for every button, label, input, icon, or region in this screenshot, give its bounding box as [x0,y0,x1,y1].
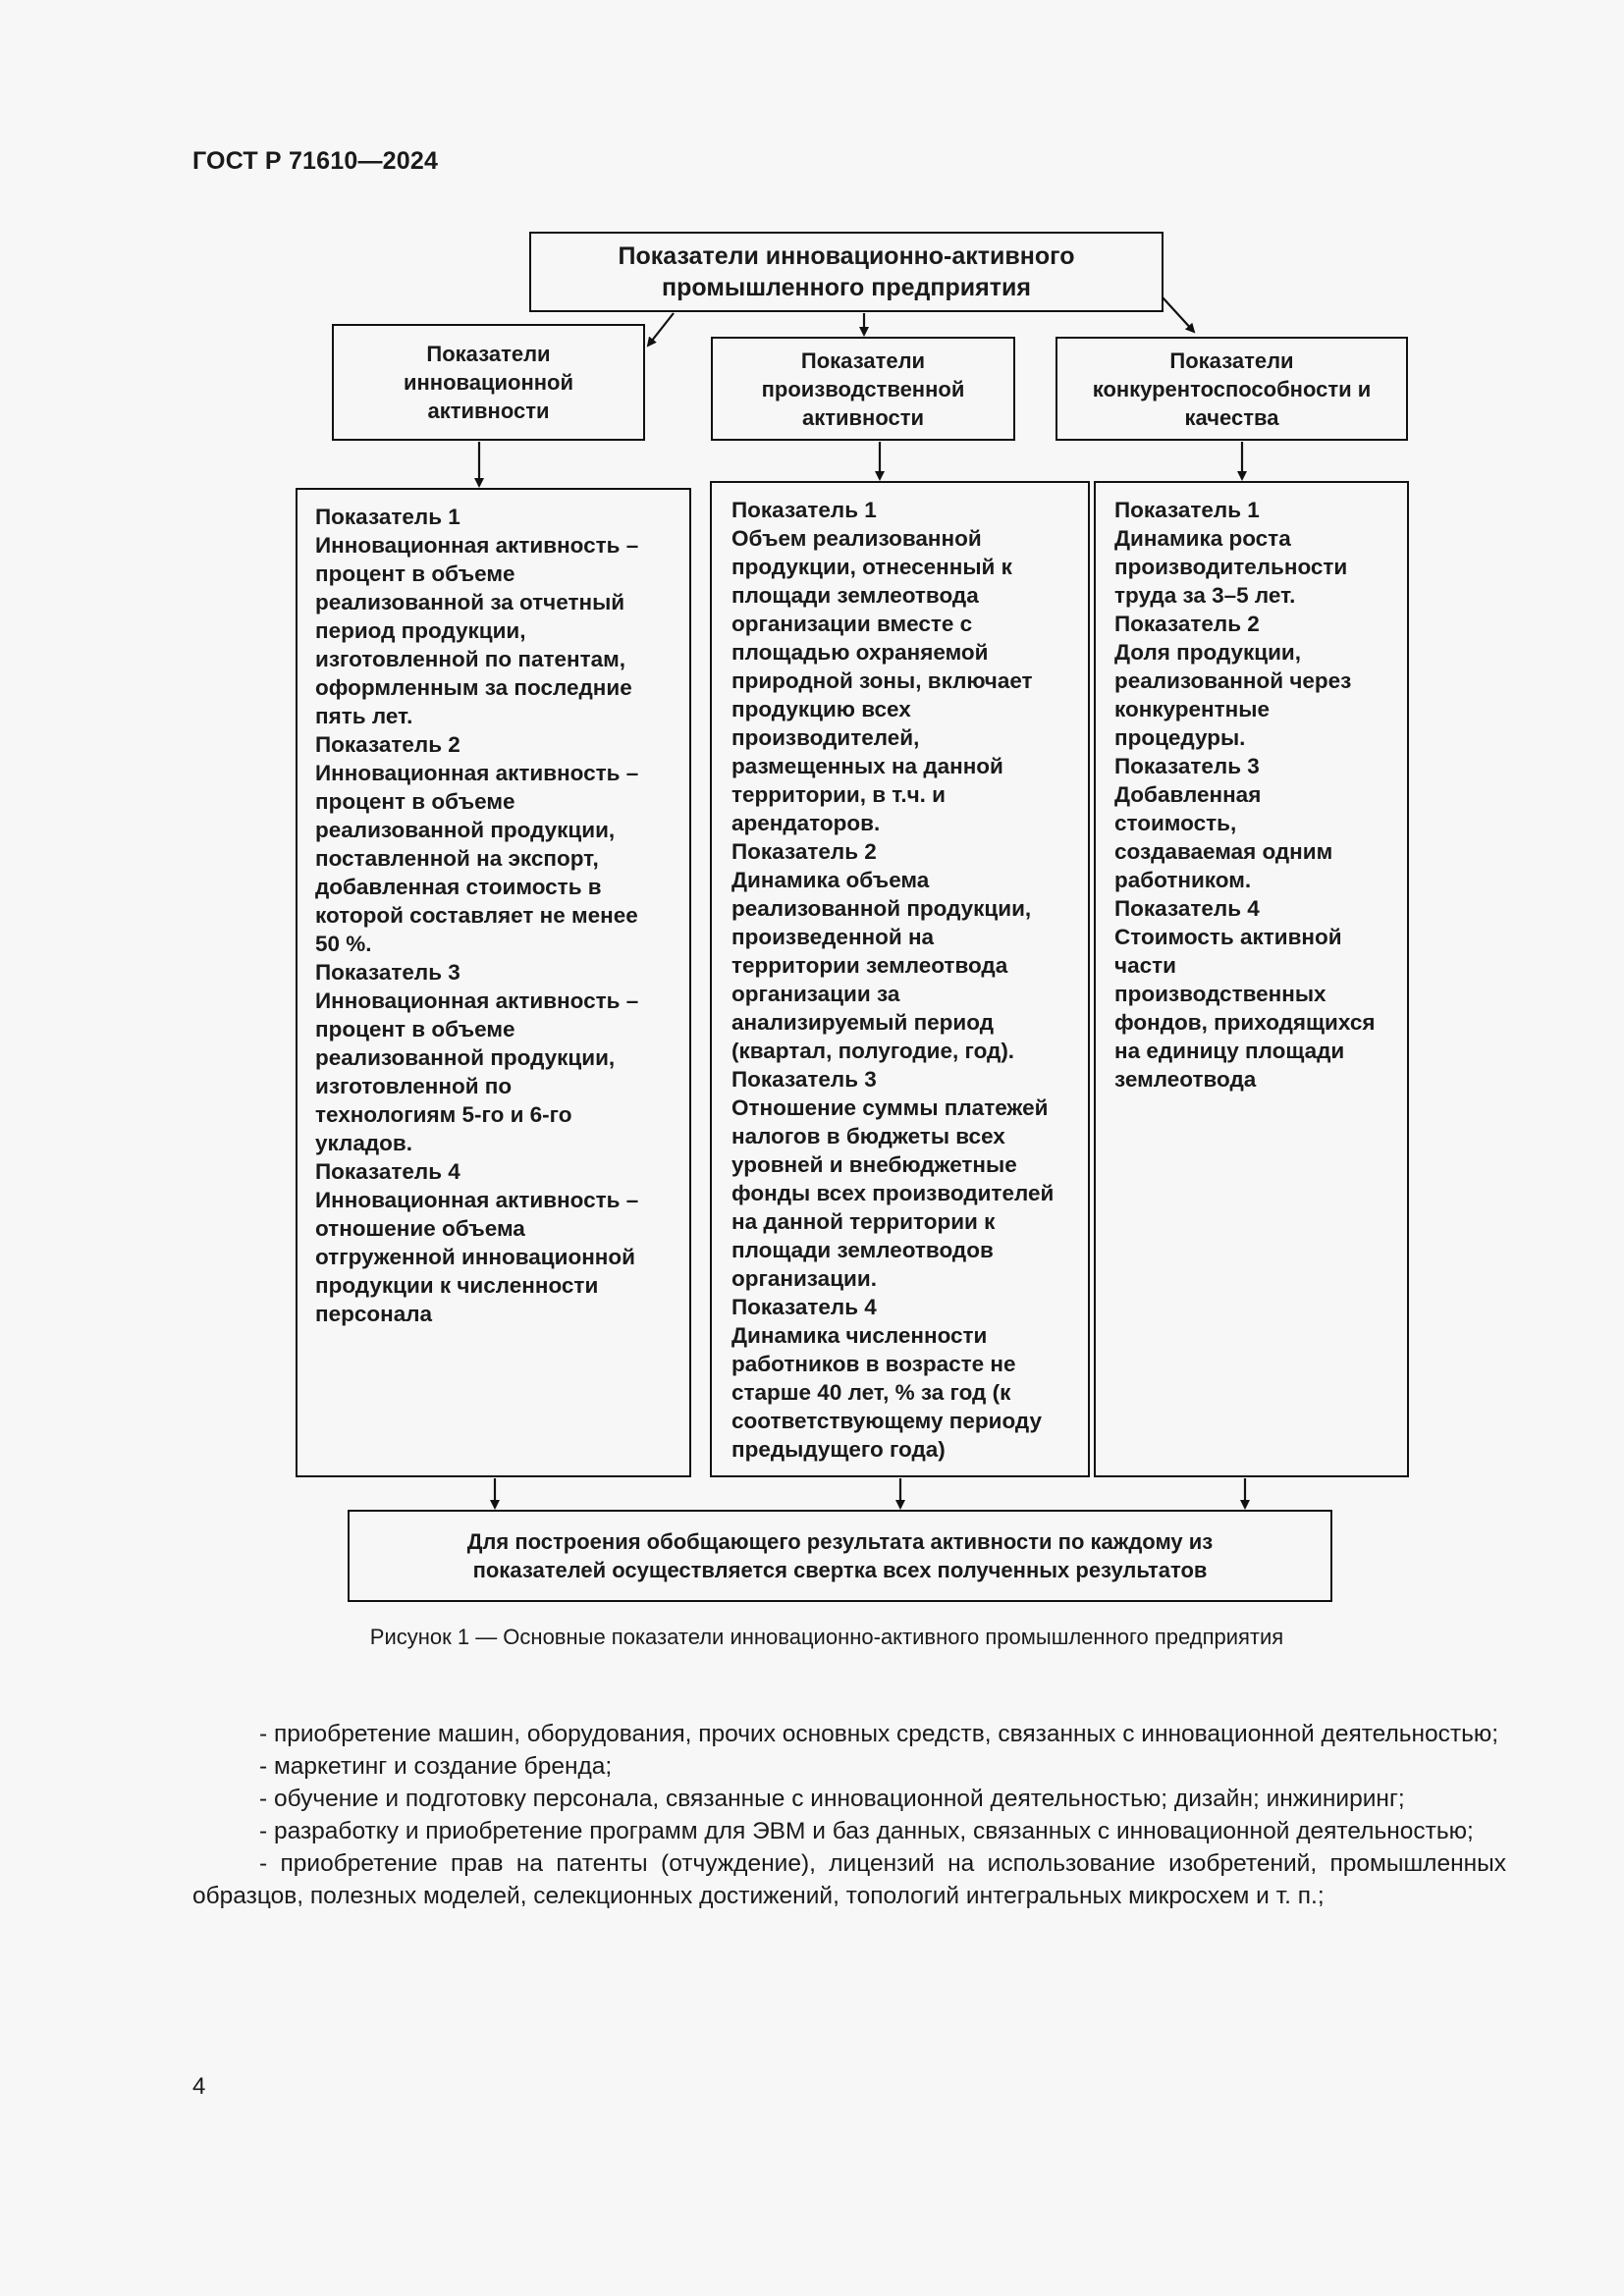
indicator-text: Инновационная активность – процент в объеме реализованной за отчетный период продукции, изготовленной по патентам, оформленным за последние пять лет. [315,533,639,728]
category-production-label: Показатели производственной активности [761,347,965,430]
indicator-text: Стоимость активной части производственных фондов, приходящихся на единицу площади землеотвода [1114,925,1376,1092]
paragraph: - приобретение машин, оборудования, прочих основных средств, связанных с инновационной деятельностью; [259,1721,1499,1747]
indicator-title: Показатель 2 [1114,612,1260,636]
standard-code: ГОСТ Р 71610—2024 [192,147,439,175]
category-innovation-label: Показатели инновационной активности [403,342,574,423]
indicator-text: Инновационная активность – отношение объема отгруженной инновационной продукции к численности персонала [315,1188,639,1326]
paragraph: - разработку и приобретение программ для ЭВМ и баз данных, связанных с инновационной деятельностью; [259,1818,1474,1844]
indicator-title: Показатель 3 [731,1067,877,1092]
indicator-title: Показатель 3 [315,960,460,985]
indicator-text: Динамика объема реализованной продукции, произведенной на территории землеотвода организации за анализируемый период (квартал, полугодие, год). [731,868,1032,1063]
paragraph: - маркетинг и создание бренда; [259,1753,613,1780]
page-number: 4 [192,2073,206,2100]
indicator-text: Доля продукции, реализованной через конкурентные процедуры. [1114,640,1352,750]
indicator-text: Инновационная активность – процент в объеме реализованной продукции, поставленной на экспорт, добавленная стоимость в которой составляет не менее 50 %. [315,761,639,956]
figure-caption: Рисунок 1 — Основные показатели инновационно-активного промышленного предприятия [369,1625,1284,1649]
indicator-text: Динамика роста производительности труда за 3–5 лет. [1114,526,1348,608]
paragraph: - обучение и подготовку персонала, связанные с инновационной деятельностью; дизайн; инжиниринг; [259,1786,1405,1812]
indicator-title: Показатель 1 [1114,498,1260,522]
indicator-title: Показатель 2 [315,732,460,757]
category-competitiveness-label: Показатели конкурентоспособности и качества [1092,347,1372,430]
diagram-bottom-label: Для построения обобщающего результата активности по каждому из показателей осуществляется свертка всех полученных результатов [466,1529,1214,1582]
indicator-text: Добавленная стоимость, создаваемая одним работником. [1114,782,1333,892]
indicator-title: Показатель 4 [315,1159,460,1184]
indicator-text: Динамика численности работников в возрасте не старше 40 лет, % за год (к соответствующему периоду предыдущего года) [731,1323,1042,1462]
indicator-text: Отношение суммы платежей налогов в бюджеты всех уровней и внебюджетные фонды всех производителей на данной территории к площади землеотводов организации. [731,1095,1055,1291]
paragraph: - приобретение прав на патенты (отчуждение), лицензий на использование изобретений, промышленных образцов, полезных моделей, селекционных достижений, топологий интегральных микросхем и т. п.; [192,1850,1506,1909]
indicator-text: Объем реализованной продукции, отнесенный к площади землеотвода организации вместе с площадью охраняемой природной зоны, включает продукцию всех производителей, размещенных на данной территории, в т.ч. и арендаторов. [731,526,1033,835]
arrow-top-to-competitiveness [1163,297,1194,332]
indicator-title: Показатель 1 [315,505,460,529]
diagram-top-label: Показатели инновационно-активного промышленного предприятия [618,242,1075,301]
indicator-title: Показатель 4 [1114,896,1260,921]
indicator-title: Показатель 4 [731,1295,877,1319]
indicator-title: Показатель 3 [1114,754,1260,778]
arrow-top-to-innovation [648,313,674,346]
indicator-title: Показатель 1 [731,498,877,522]
indicator-title: Показатель 2 [731,839,877,864]
body-text [192,1718,1506,1912]
indicator-text: Инновационная активность – процент в объеме реализованной продукции, изготовленной по технологиям 5-го и 6-го укладов. [315,988,639,1155]
